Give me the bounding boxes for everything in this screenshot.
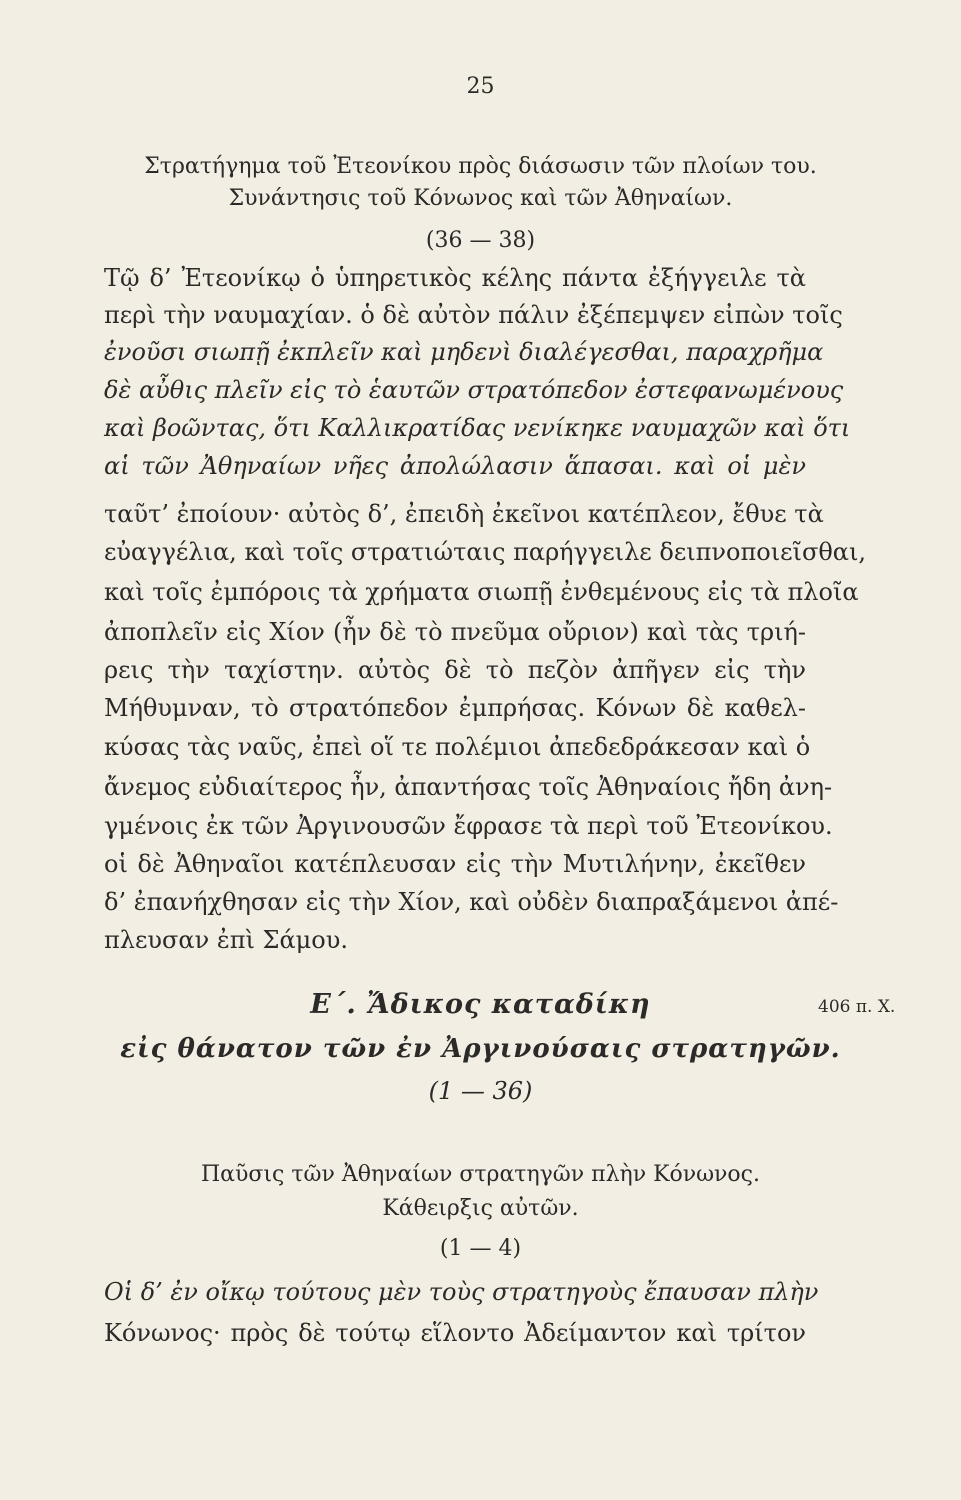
chapter-range: (1 — 36): [428, 1077, 533, 1105]
body-line: Τῷ δ’ Ἐτεονίκῳ ὁ ὑπηρετικὸς κέλης πάντα ἐξήγγειλε τὰ: [104, 264, 806, 292]
chapter-heading: Ε΄. Ἄδικος καταδίκη: [310, 989, 651, 1020]
body-line: αἱ τῶν Ἀθηναίων νῆες ἀπολώλασιν ἅπασαι. καὶ οἱ μὲν: [104, 452, 806, 480]
body-line: γμένοις ἐκ τῶν Ἀργινουσῶν ἔφρασε τὰ περὶ τοῦ Ἐτεονίκου.: [104, 812, 833, 840]
section-summary-line: Συνάντησις τοῦ Κόνωνος καὶ τῶν Ἀθηναίων.: [228, 186, 733, 211]
body-line: περὶ τὴν ναυμαχίαν. ὁ δὲ αὐτὸν πάλιν ἐξέπεμψεν εἰπὼν τοῖς: [104, 301, 843, 329]
body-line: δὲ αὖθις πλεῖν εἰς τὸ ἑαυτῶν στρατόπεδον ἐστεφανωμένους: [104, 376, 844, 404]
body-line: εὐαγγέλια, καὶ τοῖς στρατιώταις παρήγγειλε δειπνοποιεῖσθαι,: [104, 538, 867, 566]
body-line: Οἱ δ’ ἐν οἴκῳ τούτους μὲν τοὺς στρατηγοὺς ἔπαυσαν πλὴν: [104, 1278, 819, 1306]
chapter-heading: εἰς θάνατον τῶν ἐν Ἀργινούσαις στρατηγῶν.: [120, 1034, 841, 1064]
page-number: 25: [466, 74, 495, 99]
body-line: Κόνωνος· πρὸς δὲ τούτῳ εἵλοντο Ἀδείμαντον καὶ τρίτον: [104, 1319, 806, 1347]
body-line: οἱ δὲ Ἀθηναῖοι κατέπλευσαν εἰς τὴν Μυτιλήνην, ἐκεῖθεν: [104, 850, 806, 878]
section-summary-line: Στρατήγημα τοῦ Ἐτεονίκου πρὸς διάσωσιν τῶν πλοίων του.: [144, 154, 817, 179]
body-line: Μήθυμναν, τὸ στρατόπεδον ἐμπρήσας. Κόνων δὲ καθελ-: [104, 694, 806, 722]
body-line: ρεις τὴν ταχίστην. αὐτὸς δὲ τὸ πεζὸν ἀπῆγεν εἰς τὴν: [104, 656, 806, 684]
section-summary-line: Κάθειρξις αὐτῶν.: [382, 1196, 579, 1221]
body-line: κύσας τὰς ναῦς, ἐπεὶ οἵ τε πολέμιοι ἀπεδεδράκεσαν καὶ ὁ: [104, 733, 811, 761]
body-line: πλευσαν ἐπὶ Σάμου.: [104, 926, 348, 954]
margin-date: 406 π. Χ.: [818, 997, 896, 1017]
section-range: (1 — 4): [439, 1236, 522, 1261]
body-line: ἄνεμος εὐδιαίτερος ἦν, ἀπαντήσας τοῖς Ἀθηναίοις ἤδη ἀνη-: [104, 773, 833, 801]
body-line: ἐνοῦσι σιωπῇ ἐκπλεῖν καὶ μηδενὶ διαλέγεσθαι, παραχρῆμα: [104, 338, 824, 366]
body-line: καὶ τοῖς ἐμπόροις τὰ χρήματα σιωπῇ ἐνθεμένους εἰς τὰ πλοῖα: [104, 578, 859, 606]
section-range: (36 — 38): [425, 228, 536, 253]
body-line: καὶ βοῶντας, ὅτι Καλλικρατίδας νενίκηκε ναυμαχῶν καὶ ὅτι: [104, 414, 851, 442]
section-summary-line: Παῦσις τῶν Ἀθηναίων στρατηγῶν πλὴν Κόνωνος.: [201, 1162, 760, 1187]
body-line: δ’ ἐπανήχθησαν εἰς τὴν Χίον, καὶ οὐδὲν διαπραξάμενοι ἀπέ-: [104, 888, 839, 916]
body-line: ταῦτ’ ἐποίουν· αὐτὸς δ’, ἐπειδὴ ἐκεῖνοι κατέπλεον, ἔθυε τὰ: [104, 500, 824, 528]
body-line: ἀποπλεῖν εἰς Χίον (ἦν δὲ τὸ πνεῦμα οὔριον) καὶ τὰς τριή-: [104, 618, 806, 646]
